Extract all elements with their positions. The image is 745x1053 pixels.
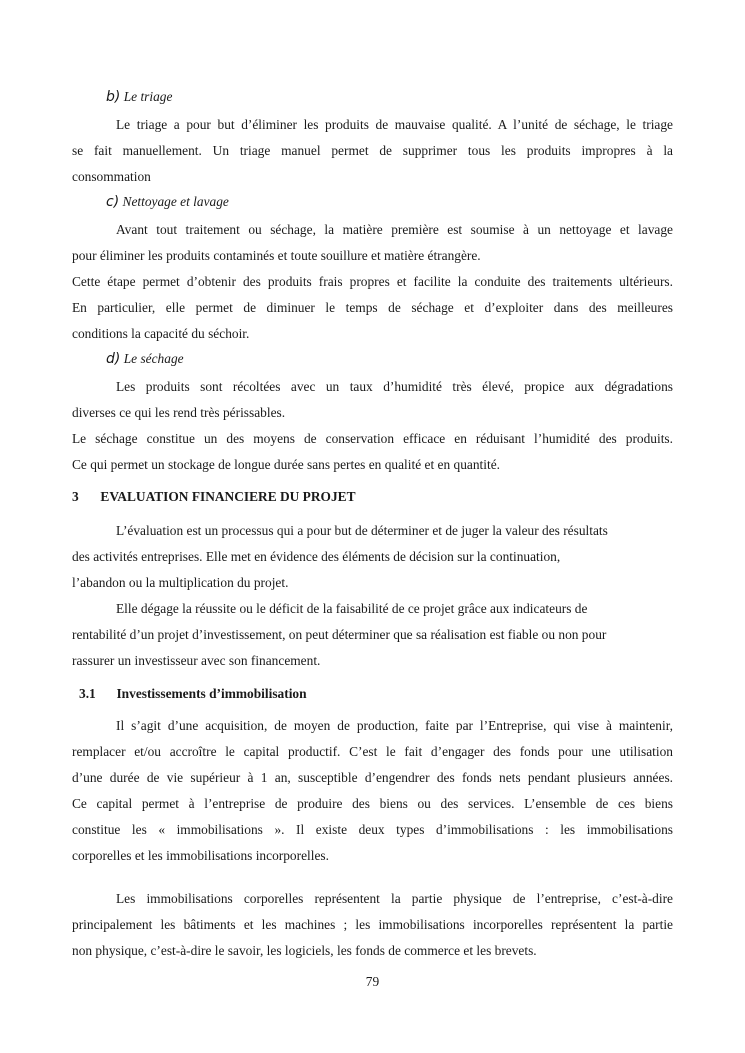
paragraph-line: conditions la capacité du séchoir. [72,326,250,341]
paragraph-line: Ce capital permet à l’entreprise de produire des biens ou des services. L’ensemble de ces biens [72,796,673,811]
paragraph-line: L’évaluation est un processus qui a pour but de déterminer et de juger la valeur des résultats [116,523,608,538]
paragraph-line: l’abandon ou la multiplication du projet. [72,575,289,590]
paragraph-line: Le triage a pour but d’éliminer les produits de mauvaise qualité. A l’unité de séchage, le triage [116,117,673,132]
subheading-c-title: Nettoyage et lavage [122,194,229,209]
paragraph-line: Le séchage constitue un des moyens de conservation efficace en réduisant l’humidité des produits. [72,431,673,446]
paragraph-line: non physique, c’est-à-dire le savoir, les logiciels, les fonds de commerce et les brevets. [72,943,537,958]
paragraph-line: se fait manuellement. Un triage manuel permet de supprimer tous les produits impropres à la [72,143,673,158]
subheading-d [106,351,184,367]
subheading-b-letter: b) [106,89,121,105]
paragraph-line: pour éliminer les produits contaminés et toute souillure et matière étrangère. [72,248,481,263]
subheading-b-title: Le triage [123,89,173,104]
subheading-d-title: Le séchage [123,351,184,366]
paragraph-line: rassurer un investisseur avec son financement. [72,653,321,668]
paragraph-line: principalement les bâtiments et les machines ; les immobilisations incorporelles représentent la partie [72,917,673,932]
paragraph-line: des activités entreprises. Elle met en évidence des éléments de décision sur la continuation, [72,549,561,564]
paragraph-line: diverses ce qui les rend très périssables. [72,405,286,420]
subheading-b [106,89,172,105]
subheading-d-letter: d) [106,351,121,367]
heading-3-1-number: 3.1 [79,686,96,701]
paragraph-line: Ce qui permet un stockage de longue durée sans pertes en qualité et en quantité. [72,457,500,472]
paragraph-line: Il s’agit d’une acquisition, de moyen de production, faite par l’Entreprise, qui vise à maintenir, [116,718,673,733]
paragraph-line: En particulier, elle permet de diminuer le temps de séchage et d’exploiter dans des meilleures [72,300,673,315]
paragraph-line: rentabilité d’un projet d’investissement, on peut déterminer que sa réalisation est fiable ou non pour [72,627,607,642]
paragraph-line: Cette étape permet d’obtenir des produits frais propres et facilite la conduite des traitements ultérieurs. [72,274,673,289]
page-number: 79 [365,974,380,989]
heading-3-title: EVALUATION FINANCIERE DU PROJET [100,489,356,504]
section-heading-3 [72,489,356,505]
paragraph-line: remplacer et/ou accroître le capital productif. C’est le fait d’engager des fonds pour une utilisation [72,744,673,759]
heading-3-number: 3 [72,489,79,504]
paragraph-line: Les immobilisations corporelles représentent la partie physique de l’entreprise, c’est-à-dire [116,891,673,906]
paragraph-line: Les produits sont récoltées avec un taux d’humidité très élevé, propice aux dégradations [116,379,673,394]
paragraph-line: corporelles et les immobilisations incorporelles. [72,848,329,863]
section-heading-3-1 [79,686,307,702]
paragraph-line: consommation [72,169,151,184]
paragraph-line: constitue les « immobilisations ». Il existe deux types d’immobilisations : les immobilisations [72,822,673,837]
subheading-c [106,194,229,210]
paragraph-line: Elle dégage la réussite ou le déficit de la faisabilité de ce projet grâce aux indicateurs de [116,601,588,616]
heading-3-1-title: Investissements d’immobilisation [116,686,307,701]
subheading-c-letter: c) [106,194,120,210]
paragraph-line: d’une durée de vie supérieur à 1 an, susceptible d’engendrer des fonds nets pendant plusieurs années. [72,770,673,785]
paragraph-line: Avant tout traitement ou séchage, la matière première est soumise à un nettoyage et lavage [116,222,673,237]
